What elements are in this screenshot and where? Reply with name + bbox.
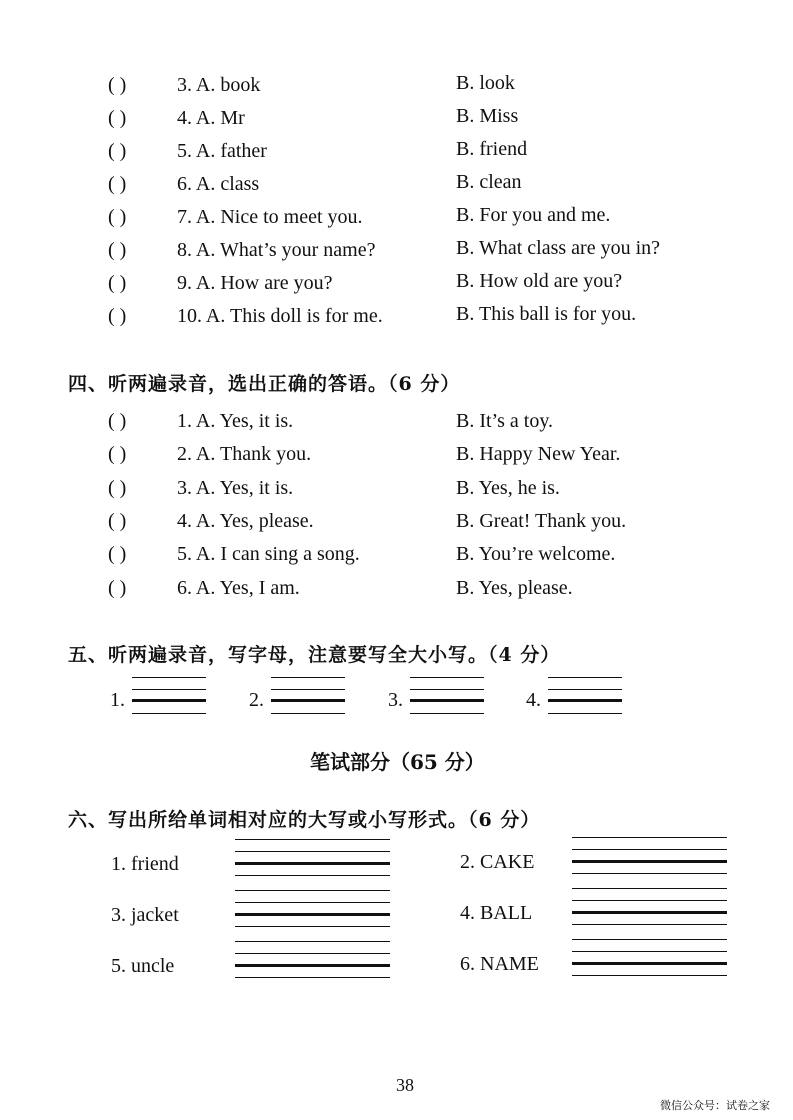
option-a: 4. A. Yes, please. [177, 510, 314, 532]
writing-line [235, 941, 390, 942]
writing-line [271, 677, 345, 678]
writing-line [235, 926, 390, 927]
answer-bracket: ( ) [108, 577, 127, 599]
writing-line [271, 713, 345, 714]
writing-line [271, 689, 345, 690]
writing-line [548, 677, 622, 678]
answer-bracket: ( ) [108, 410, 127, 432]
option-a: 6. A. class [177, 173, 260, 195]
writing-line [235, 839, 390, 840]
option-a: 8. A. What’s your name? [177, 239, 376, 261]
word-prompt: 5. uncle [111, 955, 175, 977]
section-6-heading: 六、写出所给单词相对应的大写或小写形式。（6 分） [68, 809, 541, 831]
option-a: 3. A. book [177, 74, 261, 96]
option-b: B. This ball is for you. [456, 303, 637, 325]
answer-bracket: ( ) [108, 443, 127, 465]
writing-baseline [235, 862, 390, 865]
answer-bracket: ( ) [108, 477, 127, 499]
writing-line [235, 875, 390, 876]
answer-bracket: ( ) [108, 543, 127, 565]
writing-baseline [235, 964, 390, 967]
option-b: B. It’s a toy. [456, 410, 554, 432]
letter-number: 3. [388, 689, 403, 711]
answer-bracket: ( ) [108, 239, 127, 261]
writing-baseline [271, 699, 345, 702]
writing-line [572, 951, 727, 952]
writing-line [410, 677, 484, 678]
option-b: B. clean [456, 171, 522, 193]
page-number: 38 [396, 1075, 414, 1095]
writing-line [132, 713, 206, 714]
option-a: 10. A. This doll is for me. [177, 305, 383, 327]
option-a: 9. A. How are you? [177, 272, 333, 294]
option-a: 7. A. Nice to meet you. [177, 206, 363, 228]
word-prompt: 6. NAME [460, 953, 539, 975]
option-b: B. friend [456, 138, 528, 160]
option-a: 5. A. father [177, 140, 267, 162]
writing-line [572, 837, 727, 838]
option-b: B. Miss [456, 105, 519, 127]
writing-line [572, 888, 727, 889]
writing-baseline [572, 860, 727, 863]
letter-number: 2. [249, 689, 264, 711]
writing-line [235, 977, 390, 978]
option-a: 6. A. Yes, I am. [177, 577, 300, 599]
writing-line [572, 924, 727, 925]
writing-line [410, 689, 484, 690]
writing-line [132, 677, 206, 678]
writing-line [410, 713, 484, 714]
option-a: 3. A. Yes, it is. [177, 477, 294, 499]
writing-baseline [410, 699, 484, 702]
answer-bracket: ( ) [108, 272, 127, 294]
option-a: 2. A. Thank you. [177, 443, 312, 465]
option-b: B. Yes, he is. [456, 477, 560, 499]
writing-line [548, 713, 622, 714]
option-b: B. What class are you in? [456, 237, 661, 259]
option-b: B. How old are you? [456, 270, 623, 292]
writing-line [235, 890, 390, 891]
word-prompt: 3. jacket [111, 904, 179, 926]
writing-baseline [572, 911, 727, 914]
writing-baseline [572, 962, 727, 965]
section-4-heading: 四、听两遍录音，选出正确的答语。（6 分） [68, 373, 461, 395]
writing-line [572, 939, 727, 940]
answer-bracket: ( ) [108, 510, 127, 532]
writing-line [132, 689, 206, 690]
answer-bracket: ( ) [108, 305, 127, 327]
writing-line [235, 953, 390, 954]
writing-line [572, 849, 727, 850]
writing-baseline [132, 699, 206, 702]
word-prompt: 4. BALL [460, 902, 533, 924]
section-5-heading: 五、听两遍录音，写字母，注意要写全大小写。（4 分） [68, 644, 561, 666]
option-b: B. You’re welcome. [456, 543, 616, 565]
answer-bracket: ( ) [108, 107, 127, 129]
writing-line [235, 851, 390, 852]
option-b: B. Great! Thank you. [456, 510, 627, 532]
option-a: 1. A. Yes, it is. [177, 410, 294, 432]
letter-number: 1. [110, 689, 125, 711]
option-b: B. Happy New Year. [456, 443, 621, 465]
writing-line [572, 975, 727, 976]
word-prompt: 1. friend [111, 853, 179, 875]
answer-bracket: ( ) [108, 140, 127, 162]
option-b: B. For you and me. [456, 204, 611, 226]
option-b: B. Yes, please. [456, 577, 573, 599]
writing-baseline [548, 699, 622, 702]
writing-line [548, 689, 622, 690]
answer-bracket: ( ) [108, 173, 127, 195]
written-part-title: 笔试部分（65 分） [310, 750, 485, 774]
writing-line [572, 873, 727, 874]
answer-bracket: ( ) [108, 74, 127, 96]
writing-baseline [235, 913, 390, 916]
writing-line [572, 900, 727, 901]
word-prompt: 2. CAKE [460, 851, 535, 873]
footer-note: 微信公众号：试卷之家 [660, 1099, 770, 1112]
letter-number: 4. [526, 689, 541, 711]
writing-line [235, 902, 390, 903]
option-b: B. look [456, 72, 515, 94]
option-a: 5. A. I can sing a song. [177, 543, 360, 565]
answer-bracket: ( ) [108, 206, 127, 228]
option-a: 4. A. Mr [177, 107, 245, 129]
